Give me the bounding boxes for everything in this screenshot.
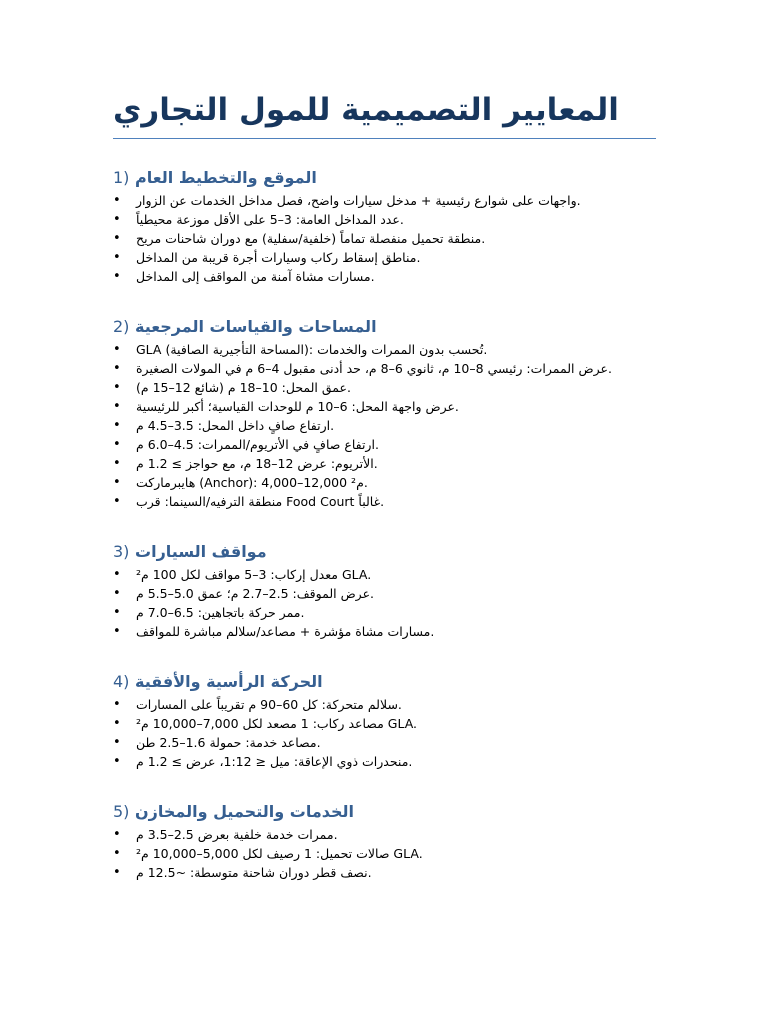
list-item: • عرض الموقف: 2.5–2.7 م؛ عمق 5.0–5.5 م. (113, 584, 656, 603)
section-2 (113, 316, 656, 511)
section-heading (113, 167, 656, 189)
list-item: • GLA (المساحة التأجيرية الصافية): تُحسب بدون الممرات والخدمات. (113, 340, 656, 359)
list-item: • واجهات على شوارع رئيسية + مدخل سيارات واضح، فصل مداخل الخدمات عن الزوار. (113, 191, 656, 210)
section-number: 5) (113, 802, 130, 821)
document-title: المعايير التصميمية للمول التجاري (113, 90, 656, 139)
bullet-list (113, 825, 656, 882)
list-item: • نصف قطر دوران شاحنة متوسطة: ~12.5 م. (113, 863, 656, 882)
section-number: 4) (113, 672, 130, 691)
bullet-list (113, 695, 656, 771)
section-heading (113, 316, 656, 338)
list-item: • ممرات خدمة خلفية بعرض 2.5–3.5 م. (113, 825, 656, 844)
section-5 (113, 801, 656, 882)
section-heading-text: الموقع والتخطيط العام (135, 168, 317, 187)
list-item: • ارتفاع صافٍ في الأتريوم/الممرات: 4.5–6.0 م. (113, 435, 656, 454)
list-item: • مصاعد خدمة: حمولة 1.6–2.5 طن. (113, 733, 656, 752)
section-heading-text: الخدمات والتحميل والمخازن (135, 802, 355, 821)
bullet-list (113, 565, 656, 641)
list-item: • سلالم متحركة: كل 60–90 م تقريباً على المسارات. (113, 695, 656, 714)
section-heading-text: مواقف السيارات (135, 542, 267, 561)
list-item: • عرض واجهة المحل: 6–10 م للوحدات القياسية؛ أكبر للرئيسية. (113, 397, 656, 416)
list-item: • عرض الممرات: رئيسي 8–10 م، ثانوي 6–8 م، حد أدنى مقبول 4–6 م في المولات الصغيرة. (113, 359, 656, 378)
list-item: • ممر حركة باتجاهين: 6.5–7.0 م. (113, 603, 656, 622)
section-number: 2) (113, 317, 130, 336)
list-item: • عمق المحل: 10–18 م (شائع 12–15 م). (113, 378, 656, 397)
section-4 (113, 671, 656, 771)
list-item: • ارتفاع صافٍ داخل المحل: 3.5–4.5 م. (113, 416, 656, 435)
list-item: • عدد المداخل العامة: 3–5 على الأقل موزعة محيطياً. (113, 210, 656, 229)
list-item: • الأتريوم: عرض 12–18 م، مع حواجز ≥ 1.2 م. (113, 454, 656, 473)
section-number: 3) (113, 542, 130, 561)
list-item: • صالات تحميل: 1 رصيف لكل 5,000–10,000 م² GLA. (113, 844, 656, 863)
section-heading-text: الحركة الرأسية والأفقية (135, 672, 323, 691)
section-number: 1) (113, 168, 130, 187)
bullet-list (113, 340, 656, 511)
section-heading-text: المساحات والقياسات المرجعية (135, 317, 377, 336)
list-item: • مصاعد ركاب: 1 مصعد لكل 7,000–10,000 م² GLA. (113, 714, 656, 733)
list-item: • مناطق إسقاط ركاب وسيارات أجرة قريبة من المداخل. (113, 248, 656, 267)
list-item: • مسارات مشاة مؤشرة + مصاعد/سلالم مباشرة للمواقف. (113, 622, 656, 641)
list-item: • منطقة تحميل منفصلة تماماً (خلفية/سفلية) مع دوران شاحنات مريح. (113, 229, 656, 248)
list-item: • هايبرماركت (Anchor): 4,000–12,000 م². (113, 473, 656, 492)
list-item: • منطقة الترفيه/السينما: قرب Food Court غالباً. (113, 492, 656, 511)
sections-container (113, 167, 656, 882)
bullet-list (113, 191, 656, 286)
section-1 (113, 167, 656, 286)
section-heading (113, 801, 656, 823)
list-item: • منحدرات ذوي الإعاقة: ميل ≤ 1:12، عرض ≥ 1.2 م. (113, 752, 656, 771)
list-item: • مسارات مشاة آمنة من المواقف إلى المداخل. (113, 267, 656, 286)
section-heading (113, 541, 656, 563)
document-page (113, 90, 656, 882)
list-item: • معدل إركاب: 3–5 مواقف لكل 100 م² GLA. (113, 565, 656, 584)
section-3 (113, 541, 656, 641)
section-heading (113, 671, 656, 693)
